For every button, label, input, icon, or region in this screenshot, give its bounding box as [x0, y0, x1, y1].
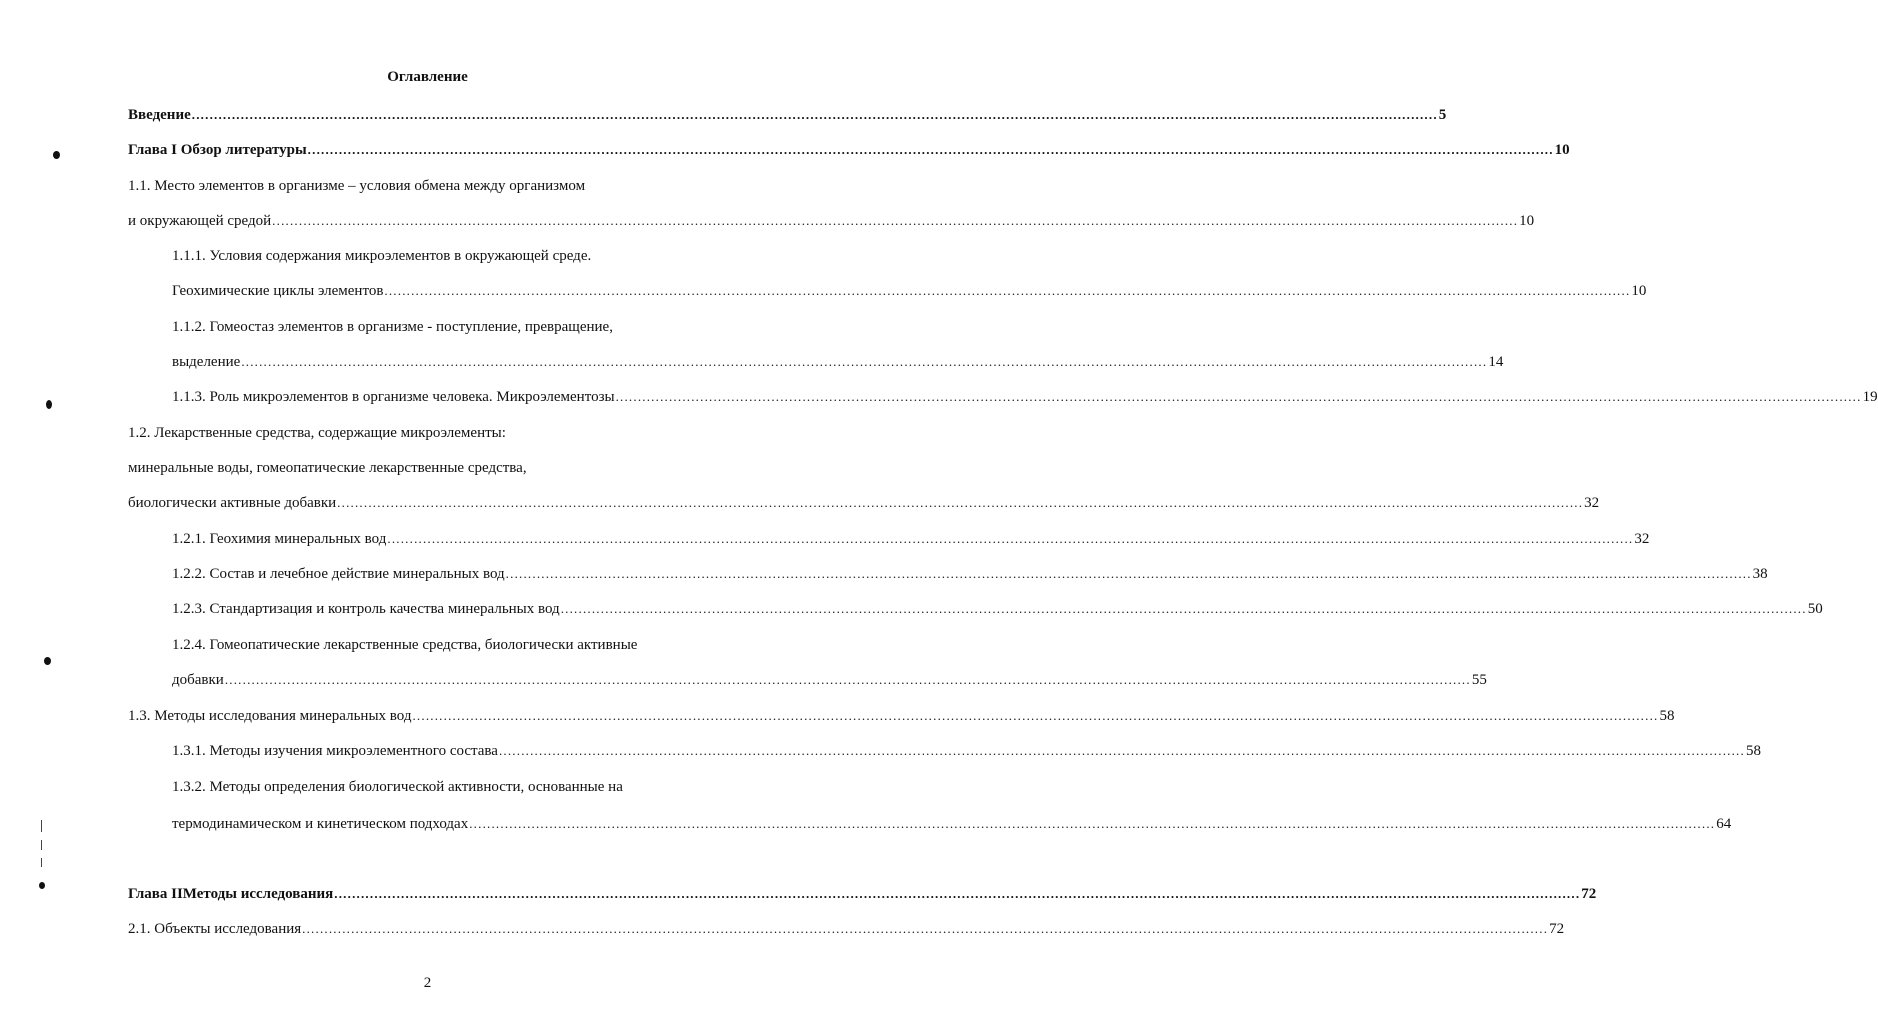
scan-spot-4 — [39, 882, 45, 889]
toc-entry-1-2-4-cont — [172, 669, 1487, 691]
toc-leader-dots: ........................................................................................................................................................................................................................................................................................ — [498, 743, 1745, 758]
toc-entry-text: 1.2. Лекарственные средства, содержащие микроэлементы: — [128, 425, 506, 441]
toc-chapter-label: Глава II — [128, 886, 183, 902]
toc-leader-dots: ........................................................................................................................................................................................................................................................................................ — [272, 213, 1519, 228]
toc-entry-introduction — [128, 104, 1447, 126]
scan-speck-2 — [41, 840, 42, 850]
toc-leader-dots: ........................................................................................................................................................................................................................................................................................ — [505, 566, 1752, 581]
toc-leader-dots: ........................................................................................................................................................................................................................................................................................ — [241, 354, 1488, 369]
page-number: 2 — [423, 975, 432, 991]
toc-entry-chapter-2 — [128, 883, 1597, 905]
toc-entry-text: термодинамическом и кинетическом подходах — [172, 816, 469, 832]
toc-entry-1-1-2-cont — [172, 351, 1504, 373]
page-title: Оглавление — [387, 69, 468, 85]
toc-page-number: 19 — [1862, 389, 1878, 405]
toc-entry-text: биологически активные добавки — [128, 495, 337, 511]
toc-page-number: 50 — [1807, 601, 1823, 617]
toc-page-number: 10 — [1519, 213, 1535, 229]
toc-entry-1-1-1-cont — [172, 280, 1647, 302]
toc-entry-1-3-1 — [172, 740, 1761, 762]
toc-entry-text: 1.1.3. Роль микроэлементов в организме человека. Микроэлементозы — [172, 389, 615, 405]
toc-entry-text: Геохимические циклы элементов — [172, 283, 384, 299]
scan-speck-3 — [41, 858, 42, 867]
toc-leader-dots: ........................................................................................................................................................................................................................................................................................ — [307, 142, 1554, 157]
scan-spot-1 — [53, 151, 60, 159]
toc-page-number: 32 — [1634, 531, 1650, 547]
toc-page-number: 58 — [1745, 743, 1761, 759]
toc-page-number: 58 — [1659, 708, 1675, 724]
toc-page-number: 32 — [1584, 495, 1600, 511]
toc-entry-1-2 — [128, 422, 506, 444]
toc-leader-dots: ........................................................................................................................................................................................................................................................................................ — [560, 601, 1807, 616]
toc-entry-text: 1.1. Место элементов в организме – условия обмена между организмом — [128, 178, 586, 194]
toc-entry-text: добавки — [172, 672, 224, 688]
toc-leader-dots: ........................................................................................................................................................................................................................................................................................ — [224, 672, 1471, 687]
toc-entry-text: 1.1.2. Гомеостаз элементов в организме - поступление, превращение, — [172, 319, 613, 335]
toc-leader-dots: ........................................................................................................................................................................................................................................................................................ — [615, 389, 1862, 404]
toc-entry-1-1 — [128, 175, 585, 197]
toc-leader-dots: ........................................................................................................................................................................................................................................................................................ — [302, 921, 1549, 936]
toc-page-number: 55 — [1471, 672, 1487, 688]
toc-entry-text: 1.2.3. Стандартизация и контроль качества минеральных вод — [172, 601, 560, 617]
toc-entry-text: выделение — [172, 354, 241, 370]
toc-entry-text: 1.2.1. Геохимия минеральных вод — [172, 531, 387, 547]
toc-entry-text: Глава I Обзор литературы — [128, 142, 307, 158]
toc-page-number: 10 — [1554, 142, 1570, 158]
toc-entry-1-1-cont — [128, 210, 1535, 232]
toc-leader-dots: ........................................................................................................................................................................................................................................................................................ — [384, 283, 1631, 298]
toc-entry-1-2-1 — [172, 528, 1650, 550]
toc-page-number: 72 — [1581, 886, 1597, 902]
toc-entry-text: 1.2.4. Гомеопатические лекарственные средства, биологически активные — [172, 637, 638, 653]
toc-entry-text: минеральные воды, гомеопатические лекарственные средства, — [128, 460, 527, 476]
toc-entry-text: 1.2.2. Состав и лечебное действие минеральных вод — [172, 566, 505, 582]
toc-entry-text: 1.3. Методы исследования минеральных вод — [128, 708, 412, 724]
toc-leader-dots: ........................................................................................................................................................................................................................................................................................ — [337, 495, 1584, 510]
toc-leader-dots: ........................................................................................................................................................................................................................................................................................ — [334, 886, 1581, 901]
toc-entry-text: 2.1. Объекты исследования — [128, 921, 302, 937]
toc-entry-1-3-2-cont — [172, 813, 1732, 835]
toc-page-number: 72 — [1549, 921, 1565, 937]
toc-entry-text: 1.3.2. Методы определения биологической активности, основанные на — [172, 779, 623, 795]
scan-speck-1 — [41, 820, 42, 832]
toc-leader-dots: ........................................................................................................................................................................................................................................................................................ — [191, 107, 1438, 122]
toc-entry-1-3 — [128, 705, 1675, 727]
toc-leader-dots: ........................................................................................................................................................................................................................................................................................ — [387, 531, 1634, 546]
toc-entry-1-1-3 — [172, 386, 1878, 408]
toc-entry-text: Методы исследования — [182, 886, 334, 902]
toc-leader-dots: ........................................................................................................................................................................................................................................................................................ — [469, 816, 1716, 831]
toc-page-number: 14 — [1488, 354, 1504, 370]
toc-page-number: 10 — [1631, 283, 1647, 299]
toc-page-number: 5 — [1438, 107, 1447, 123]
toc-leader-dots: ........................................................................................................................................................................................................................................................................................ — [412, 708, 1659, 723]
toc-entry-chapter-1 — [128, 139, 1570, 161]
toc-entry-1-2-cont2 — [128, 492, 1600, 514]
scan-spot-2 — [46, 400, 52, 409]
toc-entry-2-1 — [128, 918, 1565, 940]
toc-page-number: 64 — [1716, 816, 1732, 832]
scan-spot-3 — [44, 657, 51, 665]
toc-entry-1-2-2 — [172, 563, 1768, 585]
toc-entry-text: 1.1.1. Условия содержания микроэлементов в окружающей среде. — [172, 248, 592, 264]
toc-entry-text: 1.3.1. Методы изучения микроэлементного состава — [172, 743, 498, 759]
toc-entry-1-2-4 — [172, 634, 637, 656]
toc-entry-1-1-2 — [172, 316, 613, 338]
toc-entry-1-2-3 — [172, 598, 1823, 620]
toc-entry-1-1-1 — [172, 245, 591, 267]
toc-entry-text: Введение — [128, 107, 191, 123]
toc-entry-1-2-cont — [128, 457, 527, 479]
toc-page-number: 38 — [1752, 566, 1768, 582]
toc-entry-1-3-2 — [172, 776, 623, 798]
toc-entry-text: и окружающей средой — [128, 213, 272, 229]
